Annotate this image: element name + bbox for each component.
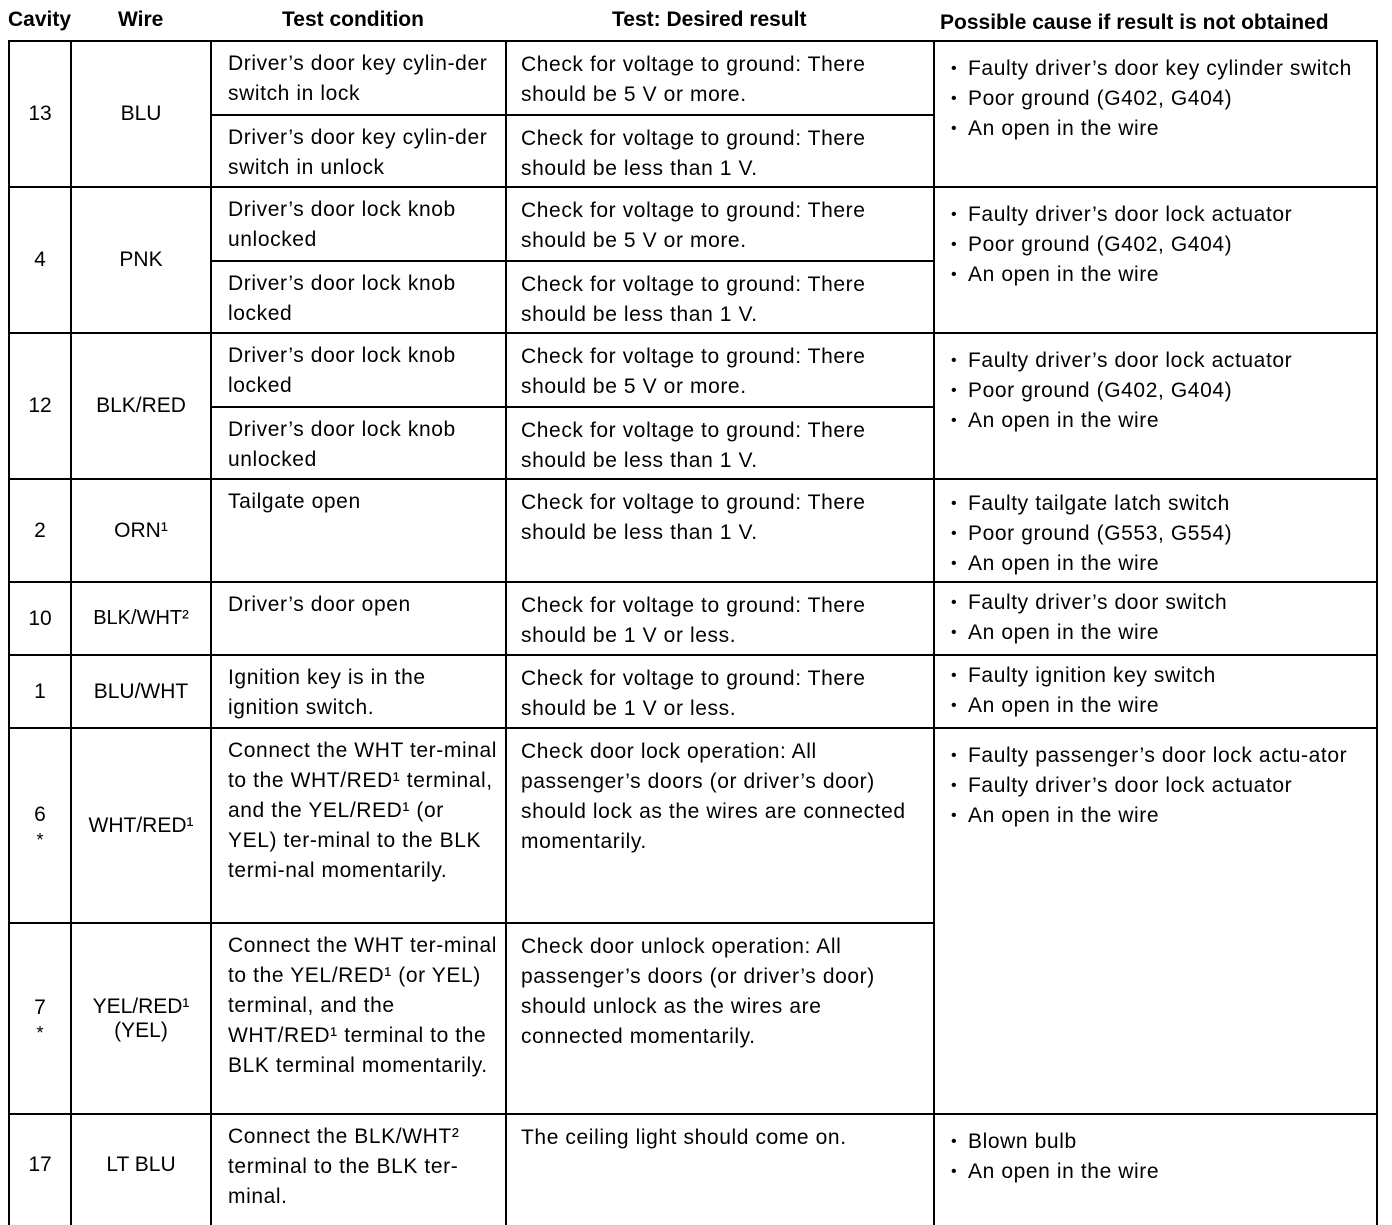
desired-result: Check door unlock operation: All passenger’s doors (or driver’s door) should unlock as the wires are connected momentarily. <box>521 935 875 1048</box>
desired-result: Check for voltage to ground: There should be 1 V or less. <box>521 594 866 647</box>
test-subrow <box>212 924 933 1113</box>
table-row <box>10 924 935 1113</box>
wire-color: BLU/WHT <box>72 656 212 727</box>
desired-result: The ceiling light should come on. <box>521 1126 847 1149</box>
cavity-number: 10 <box>10 583 72 654</box>
header-test-condition: Test condition <box>282 8 424 31</box>
possible-cause <box>935 480 1378 581</box>
cause-item: • An open in the wire <box>951 549 1370 579</box>
test-condition: Driver’s door lock knob unlocked <box>212 408 507 480</box>
cavity-value: 17 <box>28 1153 52 1176</box>
test-condition: Connect the WHT ter-minal to the YEL/RED¹ (or YEL) terminal, and the WHT/RED¹ terminal to the BLK terminal momentarily. <box>212 924 507 1113</box>
cause-item: • Blown bulb <box>951 1127 1370 1157</box>
desired-result: Check for voltage to ground: There should be less than 1 V. <box>521 419 866 472</box>
test-pair <box>212 729 935 922</box>
test-condition: Driver’s door lock knob unlocked <box>212 188 507 260</box>
test-condition: Connect the WHT ter-minal to the WHT/RED¹ terminal, and the YEL/RED¹ (or YEL) ter-minal to the BLK termi-nal momentarily. <box>212 729 507 922</box>
table-row-group <box>10 729 1378 1115</box>
test-subrow <box>212 480 933 581</box>
wire-color-alt: (YEL) <box>114 1018 168 1042</box>
wire-color <box>72 924 212 1113</box>
test-subrow <box>212 260 933 334</box>
test-condition: Driver’s door lock knob locked <box>212 262 507 334</box>
test-subrow <box>212 114 933 188</box>
cause-item: • Faulty driver’s door key cylinder switch <box>951 54 1370 84</box>
cause-item: • An open in the wire <box>951 801 1370 831</box>
cause-item: • Faulty driver’s door lock actuator <box>951 200 1370 230</box>
cavity-number: 4 <box>10 188 72 332</box>
table-row <box>10 480 1378 583</box>
cause-item: • An open in the wire <box>951 1157 1370 1187</box>
asterisk-mark: * <box>36 1022 44 1043</box>
cause-item: • Faulty passenger’s door lock actu-ator <box>951 741 1370 771</box>
cavity-value: 7 <box>34 995 46 1019</box>
test-pair <box>212 583 935 654</box>
wire-color-label: YEL/RED¹ <box>92 994 190 1018</box>
cavity-number: 13 <box>10 42 72 186</box>
wire-color-label: BLK/WHT² <box>93 607 189 629</box>
possible-cause <box>935 656 1378 727</box>
table-row <box>10 656 1378 729</box>
test-subrow <box>212 42 933 114</box>
cause-item: • Poor ground (G553, G554) <box>951 519 1370 549</box>
cavity-number <box>10 924 72 1113</box>
table-row <box>10 583 1378 656</box>
cause-item: • Faulty tailgate latch switch <box>951 489 1370 519</box>
desired-result: Check for voltage to ground: There should be 1 V or less. <box>521 667 866 720</box>
desired-result: Check for voltage to ground: There should be 5 V or more. <box>521 345 866 398</box>
test-pair <box>212 656 935 727</box>
desired-result: Check for voltage to ground: There should be less than 1 V. <box>521 127 866 180</box>
wire-color <box>72 1115 212 1225</box>
test-pair <box>212 480 935 581</box>
cause-item: • Poor ground (G402, G404) <box>951 230 1370 260</box>
desired-result: Check door lock operation: All passenger’s doors (or driver’s door) should lock as the wires are connected momentarily. <box>521 740 906 853</box>
test-condition: Connect the BLK/WHT² terminal to the BLK ter-minal. <box>212 1115 507 1225</box>
cavity-number: 12 <box>10 334 72 478</box>
test-condition: Driver’s door lock knob locked <box>212 334 507 406</box>
table-row <box>10 42 1378 188</box>
test-subrow <box>212 406 933 480</box>
wire-color: WHT/RED¹ <box>72 729 212 922</box>
test-condition: Driver’s door open <box>212 583 507 655</box>
test-condition: Driver’s door key cylin-der switch in lock <box>212 42 507 114</box>
header-wire: Wire <box>118 8 164 31</box>
wire-color: BLU <box>72 42 212 186</box>
cavity-number <box>10 1115 72 1225</box>
desired-result: Check for voltage to ground: There should be less than 1 V. <box>521 491 866 544</box>
test-subrow <box>212 583 933 655</box>
desired-result: Check for voltage to ground: There should be less than 1 V. <box>521 273 866 326</box>
test-pair <box>212 1115 935 1225</box>
table-row <box>10 729 935 924</box>
cause-item: • An open in the wire <box>951 691 1370 721</box>
cause-item: • Poor ground (G402, G404) <box>951 376 1370 406</box>
desired-result: Check for voltage to ground: There should be 5 V or more. <box>521 53 866 106</box>
cause-item: • An open in the wire <box>951 114 1370 144</box>
header-possible-cause: Possible cause if result is not obtained <box>940 11 1329 34</box>
test-condition: Tailgate open <box>212 480 507 581</box>
asterisk-mark: * <box>36 829 44 850</box>
test-subrow <box>212 1115 933 1225</box>
cause-item: • Faulty driver’s door lock actuator <box>951 771 1370 801</box>
test-pair <box>212 42 935 186</box>
possible-cause <box>935 42 1378 186</box>
cause-item: • An open in the wire <box>951 406 1370 436</box>
possible-cause <box>935 729 1378 1113</box>
wire-color: BLK/RED <box>72 334 212 478</box>
cause-item: • Poor ground (G402, G404) <box>951 84 1370 114</box>
wire-color: PNK <box>72 188 212 332</box>
cavity-number <box>10 729 72 922</box>
test-pair <box>212 188 935 332</box>
header-desired-result: Test: Desired result <box>612 8 807 31</box>
cavity-value: 6 <box>34 802 46 826</box>
test-condition: Ignition key is in the ignition switch. <box>212 656 507 728</box>
cavity-number: 1 <box>10 656 72 727</box>
desired-result: Check for voltage to ground: There should be 5 V or more. <box>521 199 866 252</box>
test-subrow <box>212 334 933 406</box>
test-pair <box>212 924 935 1113</box>
wire-color <box>72 583 212 654</box>
table-row <box>10 1115 1378 1225</box>
cavity-6-7-group <box>10 729 935 1113</box>
test-subrow <box>212 729 933 922</box>
possible-cause <box>935 188 1378 332</box>
wire-color-label: LT BLU <box>106 1153 176 1176</box>
test-pair <box>212 334 935 478</box>
cause-item: • Faulty ignition key switch <box>951 661 1370 691</box>
test-condition: Driver’s door key cylin-der switch in unlock <box>212 116 507 188</box>
header-cavity: Cavity <box>8 8 72 31</box>
possible-cause <box>935 1115 1378 1225</box>
possible-cause <box>935 583 1378 654</box>
cavity-number: 2 <box>10 480 72 581</box>
wire-color: ORN¹ <box>72 480 212 581</box>
test-subrow <box>212 188 933 260</box>
test-subrow <box>212 656 933 728</box>
connector-test-table <box>8 40 1378 1225</box>
possible-cause <box>935 334 1378 478</box>
cause-item: • An open in the wire <box>951 260 1370 290</box>
cause-item: • An open in the wire <box>951 618 1370 648</box>
table-row <box>10 334 1378 480</box>
cause-item: • Faulty driver’s door switch <box>951 588 1370 618</box>
table-row <box>10 188 1378 334</box>
cause-item: • Faulty driver’s door lock actuator <box>951 346 1370 376</box>
